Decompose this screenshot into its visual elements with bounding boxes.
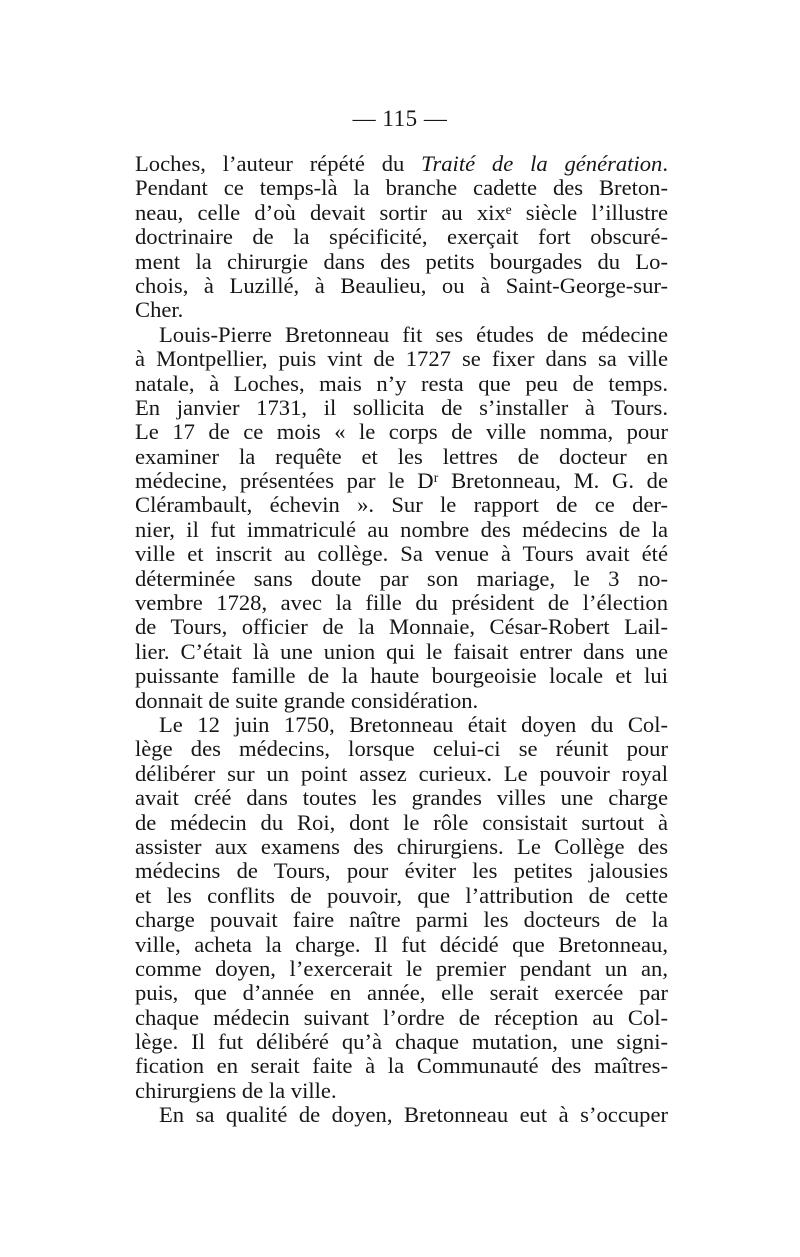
text-line: donnait de suite grande considération.	[135, 687, 479, 713]
text-line: Cher.	[135, 297, 184, 323]
text-line: lège des médecins, lorsque celui-ci se réunit pour	[135, 736, 668, 762]
text-line: neau, celle d’où devait sortir au xixᵉ siècle l’illustre	[135, 199, 668, 225]
text-line: chois, à Luzillé, à Beaulieu, ou à Saint-George-sur-	[135, 272, 668, 298]
text-line: examiner la requête et les lettres de docteur en	[135, 443, 668, 469]
text-line: puis, que d’année en année, elle serait exercée par	[135, 980, 668, 1006]
text-line: avait créé dans toutes les grandes villes une charge	[135, 785, 668, 811]
text-line: En sa qualité de doyen, Bretonneau eut à s’occuper	[159, 1102, 668, 1128]
text-line: délibérer sur un point assez curieux. Le pouvoir royal	[135, 760, 668, 786]
text-line: nier, il fut immatriculé au nombre des médecins de la	[135, 516, 668, 542]
text-line: chaque médecin suivant l’ordre de réception au Col-	[135, 1004, 668, 1030]
text-line: Le 17 de ce mois « le corps de ville nomma, pour	[135, 419, 668, 445]
text-line: ville, acheta la charge. Il fut décidé que Bretonneau,	[135, 931, 668, 957]
text-line: Le 12 juin 1750, Bretonneau était doyen du Col-	[159, 711, 668, 737]
text-line: vembre 1728, avec la fille du président de l’élection	[135, 590, 668, 616]
text-line: Pendant ce temps-là la branche cadette des Breton-	[135, 175, 668, 201]
page-number: — 115 —	[352, 106, 448, 131]
text-line: médecine, présentées par le Dʳ Bretonneau, M. G. de	[135, 468, 668, 494]
text-line: déterminée sans doute par son mariage, le 3 no-	[135, 565, 668, 591]
text-line: ment la chirurgie dans des petits bourgades du Lo-	[135, 248, 668, 274]
text-line: natale, à Loches, mais n’y resta que peu de temps.	[135, 370, 668, 396]
text-line: comme doyen, l’exercerait le premier pendant un an,	[135, 955, 668, 981]
text-line: doctrinaire de la spécificité, exerçait fort obscuré-	[135, 224, 668, 250]
text-line: Louis-Pierre Bretonneau fit ses études de médecine	[159, 321, 668, 347]
text-line: fication en serait faite à la Communauté des maîtres-	[135, 1053, 668, 1079]
text-line: charge pouvait faire naître parmi les docteurs de la	[135, 907, 668, 933]
text-line: lier. C’était là une union qui le faisait entrer dans une	[135, 638, 668, 664]
text-line: En janvier 1731, il sollicita de s’installer à Tours.	[135, 394, 668, 420]
text-line: puissante famille de la haute bourgeoisie locale et lui	[135, 663, 668, 689]
text-line: Loches, l’auteur répété du Traité de la génération.	[135, 151, 668, 176]
text-line: de Tours, officier de la Monnaie, César-Robert Lail-	[135, 614, 668, 640]
body-text	[135, 152, 668, 1128]
text-line: et les conflits de pouvoir, que l’attribution de cette	[135, 882, 668, 908]
text-line: assister aux examens des chirurgiens. Le Collège des	[135, 833, 668, 859]
text-line: de médecin du Roi, dont le rôle consistait surtout à	[135, 809, 668, 835]
text-line: à Montpellier, puis vint de 1727 se fixer dans sa ville	[135, 346, 668, 372]
text-line: chirurgiens de la ville.	[135, 1077, 337, 1103]
text-line: Clérambault, échevin ». Sur le rapport de ce der-	[135, 492, 668, 518]
text-line: ville et inscrit au collège. Sa venue à Tours avait été	[135, 541, 668, 567]
text-line: médecins de Tours, pour éviter les petites jalousies	[135, 858, 668, 884]
italic-title: Traité de la génération	[421, 151, 663, 176]
text-line: lège. Il fut délibéré qu’à chaque mutation, une signi-	[135, 1029, 668, 1055]
